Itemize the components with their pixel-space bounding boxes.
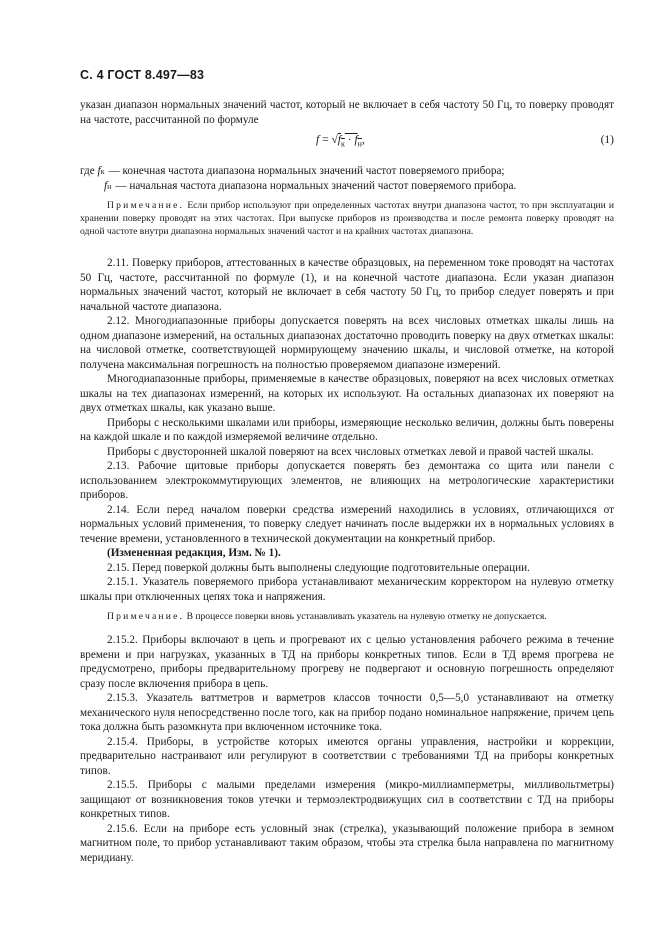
paragraph-2-15-4: 2.15.4. Приборы, в устройстве которых имеются органы управления, настройки и коррекции, предварительно настраивают или регулируют в соответствии с требованиями ТД на приборы конкретных типов. <box>80 735 614 777</box>
paragraph-2-13: 2.13. Рабочие щитовые приборы допускается поверять без демонтажа со щита или панели с использованием электрокоммутирующих элементов, не влияющих на метрологические характеристики приборов. <box>80 460 614 501</box>
main-text <box>80 256 614 604</box>
intro-text <box>80 98 614 127</box>
note-2 <box>80 611 614 624</box>
paragraph-multirange: Многодиапазонные приборы, применяемые в качестве образцовых, поверяют на всех числовых отметках шкалы на тех диапазонах измерений, на которых их используют. На остальных диапазонах их поверяют на двух отметках шкалы, как указано выше. <box>80 373 614 414</box>
note-text: В процессе поверки вновь устанавливать указатель на нулевую отметку не допускается. <box>186 611 547 622</box>
note-label: Примечание. <box>107 200 185 211</box>
definitions <box>80 164 614 194</box>
equation-number: (1) <box>600 134 614 146</box>
definition-fk: где f к — конечная частота диапазона нормальных значений частот поверяемого прибора; <box>80 165 505 177</box>
page-header: С. 4 ГОСТ 8.497—83 <box>80 68 205 82</box>
note-label: Примечание. <box>107 611 185 622</box>
paragraph-2-12: 2.12. Многодиапазонные приборы допускается поверять на всех числовых отметках шкалы лишь на одном диапазоне измерений, на остальных диапазонах достаточно проводить поверку на двух отметках шкалы: на числовой отметке, соответствующей нормирующему значению шкалы, и числовой отметке, на которой получена максимальная погрешность на полностью проверяемом диапазоне измерений. <box>80 315 614 371</box>
main-text-2 <box>80 633 614 865</box>
note-text: Если прибор используют при определенных частотах внутри диапазона частот, то при эксплуатации и хранении поверку проводят на этих частотах. При выпуске приборов из производства и после ремонта поверку проводят на одной частоте внутри диапазона нормальных значений частот и на крайних частотах диапазона. <box>80 200 614 237</box>
note-1 <box>80 200 614 238</box>
formula-row <box>80 134 614 152</box>
paragraph-2-15-6: 2.15.6. Если на приборе есть условный знак (стрелка), указывающий положение прибора в земном магнитном поле, то прибор устанавливают таким образом, чтобы эта стрелка была направлена по магнитному меридиану. <box>80 822 614 864</box>
definition-fn: f н — начальная частота диапазона нормальных значений частот поверяемого прибора. <box>104 180 517 192</box>
paragraph-2-14: 2.14. Если перед началом поверки средства измерений находились в условиях, отличающихся от нормальных условий применения, то поверку следует начинать после выдержки их в нормальных условиях в течение времени, установленного в технической документации на конкретный прибор. <box>80 503 614 545</box>
paragraph-2-15-2: 2.15.2. Приборы включают в цепь и прогревают их с целью установления рабочего режима в течение времени и при нагрузках, указанных в ТД на приборы конкретных типов. Если в ТД время прогрева не предусмотрено, приборы предварительному прогреву не подвергают и основную погрешность определяют сразу после включения прибора в цепь. <box>80 634 614 690</box>
paragraph-2-15-3: 2.15.3. Указатель ваттметров и варметров классов точности 0,5—5,0 устанавливают на отметку механического нуля непосредственно после того, как на прибор подано номинальное напряжение, причем цепь тока должна быть разомкнута при включенном источнике тока. <box>80 692 614 733</box>
paragraph-two-sided: Приборы с двусторонней шкалой поверяют на всех числовых отметках левой и правой частей шкалы. <box>107 445 594 458</box>
paragraph-2-15-1: 2.15.1. Указатель поверяемого прибора устанавливают механическим корректором на нулевую отметку шкалы при отключенных цепях тока и напряжения. <box>80 576 614 603</box>
paragraph-2-11: 2.11. Поверку приборов, аттестованных в качестве образцовых, на переменном токе проводят на частотах 50 Гц, частоте, рассчитанной по формуле (1), и на конечной частоте диапазона. Если указан диапазон нормальных значений частот, который не включает в себя частоту 50 Гц, то прибор следует поверять и при начальной частоте диапазона. <box>80 257 614 313</box>
formula: $f = √f_к \cdot f_н$, <box>316 134 365 149</box>
paragraph-2-15: 2.15. Перед поверкой должны быть выполнены следующие подготовительные операции. <box>107 561 530 574</box>
paragraph-2-15-5: 2.15.5. Приборы с малыми пределами измерения (микро-миллиамперметры, милливольтметры) защищают от возникновения токов утечки и термоэлектродвижущих сил в соответствии с ТД на приборы конкретных типов. <box>80 779 614 820</box>
intro-line: указан диапазон нормальных значений частот, который не включает в себя частоту 50 Гц, то поверку проводят на частоте, рассчитанной по формуле <box>80 99 614 126</box>
paragraph-multiscale: Приборы с несколькими шкалами или приборы, измеряющие несколько величин, должны быть поверены на каждой шкале и по каждой измеряемой величине отдельно. <box>80 416 614 443</box>
sqrt-symbol: √ <box>331 134 338 146</box>
radicand: $f_к \cdot f_н$ <box>337 134 362 149</box>
amendment-note: (Измененная редакция, Изм. № 1). <box>107 547 281 559</box>
